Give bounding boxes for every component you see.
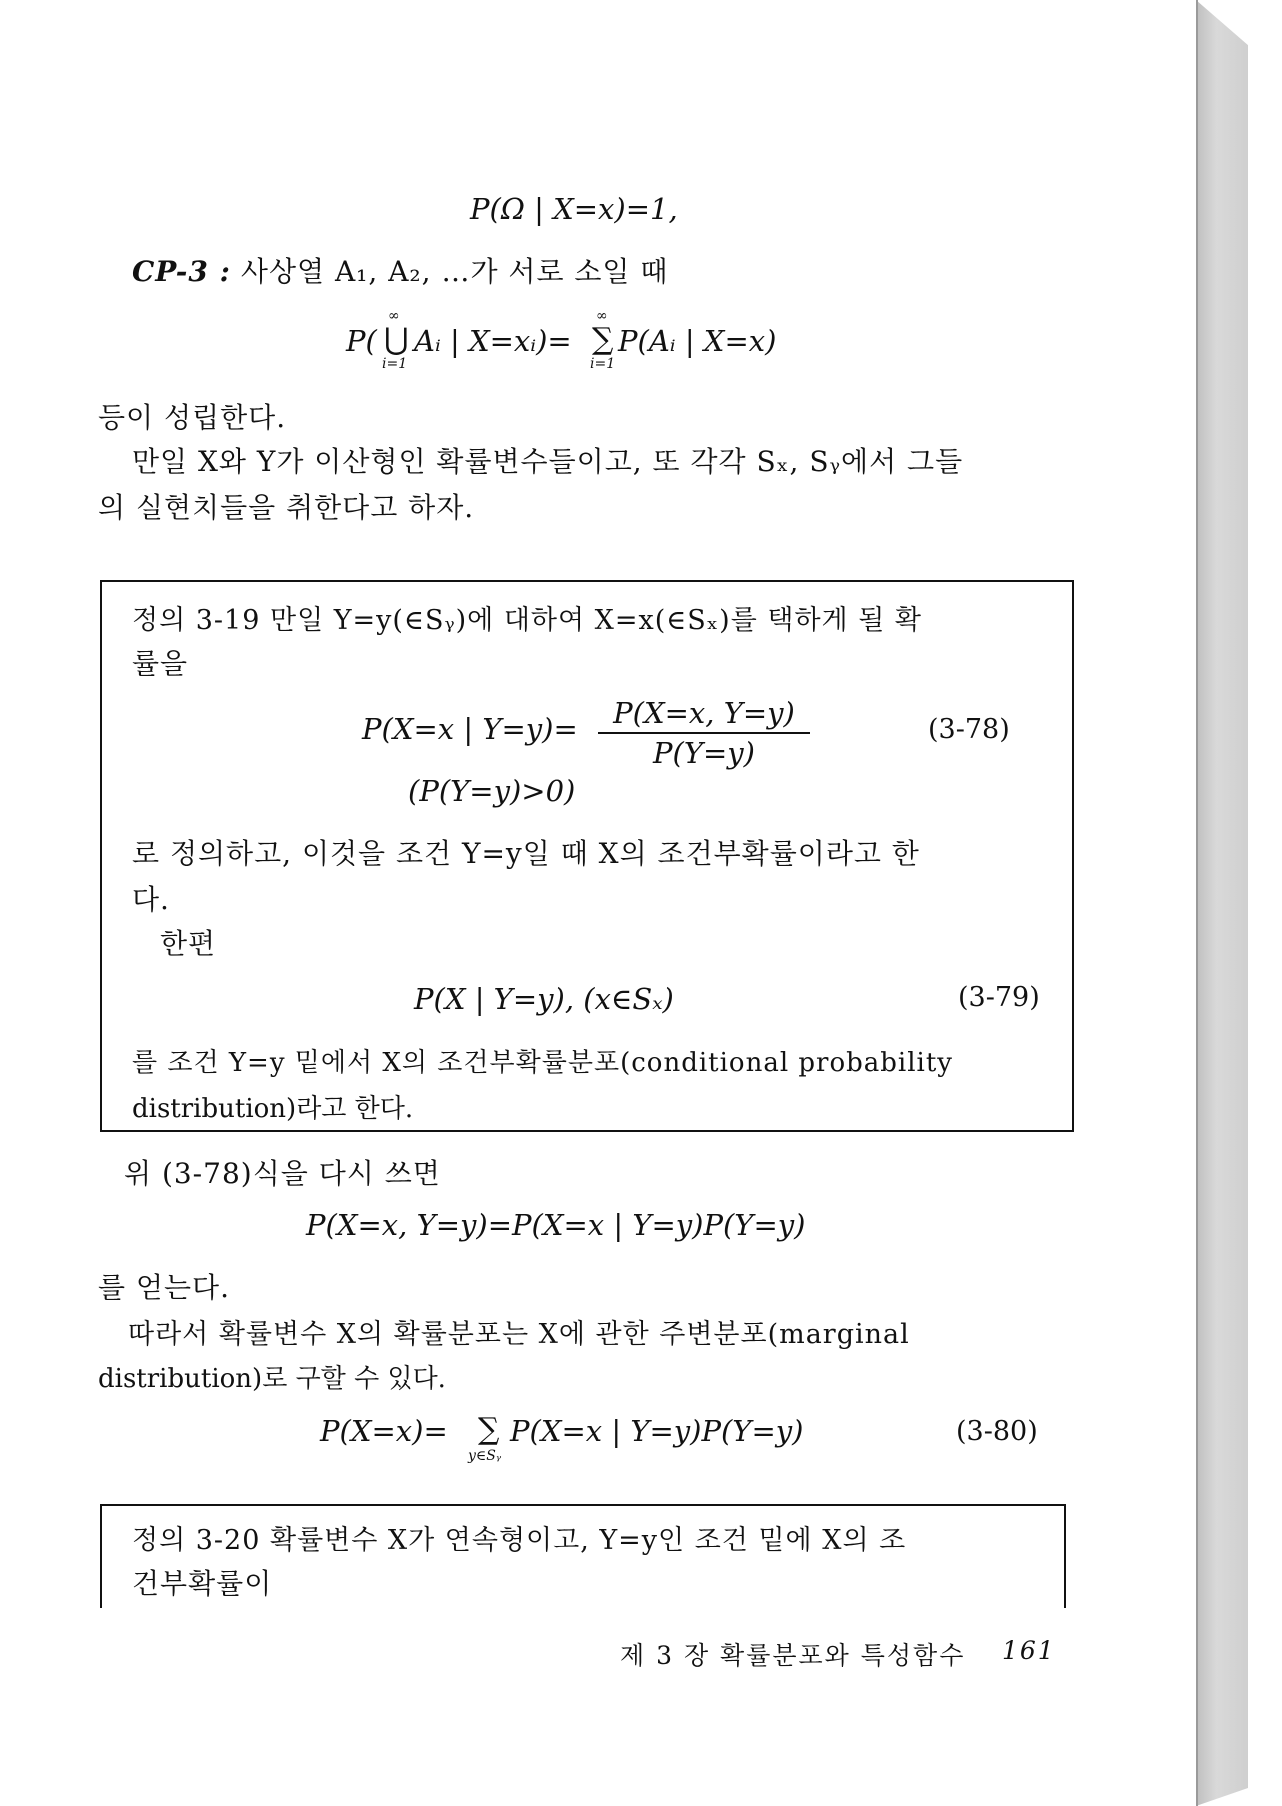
cp3-line xyxy=(132,250,668,290)
paragraph-2-line-1: 만일 X와 Y가 이산형인 확률변수들이고, 또 각각 Sₓ, Sᵧ에서 그들 xyxy=(132,445,964,478)
cp3-label: CP-3 : xyxy=(132,255,231,288)
eq-label-3-80: (3-80) xyxy=(956,1416,1038,1447)
cp3-text: 사상열 A₁, A₂, …가 서로 소일 때 xyxy=(240,255,669,288)
fraction-numerator: P(X=x, Y=y) xyxy=(613,696,795,730)
paragraph-5-line-1: 따라서 확률변수 X의 확률분포는 X에 관한 주변분포(marginal xyxy=(128,1319,910,1350)
paragraph-5-line-2: distribution)로 구할 수 있다. xyxy=(98,1364,446,1394)
eq-marginal-right: P(X=x | Y=y)P(Y=y) xyxy=(510,1414,804,1448)
marginal-sum-limit: y∈Sᵧ xyxy=(468,1448,502,1464)
def319-eq-2: P(X | Y=y), (x∈Sₓ) xyxy=(414,982,674,1016)
def319-line-6: 를 조건 Y=y 밑에서 X의 조건부확률분포(conditional probability xyxy=(132,1048,953,1078)
marginal-sum-symbol: ∑ xyxy=(478,1412,500,1447)
union-lower-limit: i=1 xyxy=(382,356,408,372)
footer-chapter-title: 제 3 장 확률분포와 특성함수 xyxy=(620,1641,966,1670)
paragraph-3: 위 (3-78)식을 다시 쓰면 xyxy=(124,1157,441,1190)
paragraph-1: 등이 성립한다. xyxy=(98,401,287,434)
paragraph-4: 를 얻는다. xyxy=(98,1271,230,1304)
eq-label-3-78: (3-78) xyxy=(928,714,1010,745)
eq-label-3-79: (3-79) xyxy=(958,982,1040,1013)
def319-condition: (P(Y=y)>0) xyxy=(408,774,576,808)
union-upper-limit: ∞ xyxy=(388,308,400,324)
paragraph-2-line-2: 의 실현치들을 취한다고 하자. xyxy=(98,491,475,524)
eq-union-mid: Aᵢ | X=xᵢ)= xyxy=(414,324,572,358)
def319-line-1: 정의 3-19 만일 Y=y(∈Sᵧ)에 대하여 X=x(∈Sₓ)를 택하게 될 확 xyxy=(132,605,922,636)
page-edge-line xyxy=(1196,0,1198,1806)
def319-line-3: 로 정의하고, 이것을 조건 Y=y일 때 X의 조건부확률이라고 한 xyxy=(132,837,920,870)
eq-union-right: P(Aᵢ | X=x) xyxy=(618,324,777,358)
footer-page-number: 161 xyxy=(1002,1636,1056,1665)
eq-union-left: P( xyxy=(346,324,377,358)
def319-line-7: distribution)라고 한다. xyxy=(132,1094,414,1124)
equation-conditional-omega: P(Ω | X=x)=1, xyxy=(470,192,678,226)
def320-line-1: 정의 3-20 확률변수 X가 연속형이고, Y=y인 조건 밑에 X의 조 xyxy=(132,1525,907,1556)
def320-line-2: 건부확률이 xyxy=(132,1567,273,1600)
equation-union xyxy=(346,308,806,378)
fraction-denominator: P(Y=y) xyxy=(653,736,755,770)
def319-fraction xyxy=(598,696,810,770)
sum-lower-limit: i=1 xyxy=(590,356,616,372)
eq-marginal-left: P(X=x)= xyxy=(320,1414,448,1448)
equation-marginal xyxy=(320,1412,880,1472)
fraction-bar xyxy=(598,732,810,734)
def319-line-5: 한편 xyxy=(160,927,217,960)
def319-line-4: 다. xyxy=(132,883,170,916)
def319-line-2: 률을 xyxy=(132,647,189,680)
def319-eq-left: P(X=x | Y=y)= xyxy=(362,712,578,746)
equation-joint: P(X=x, Y=y)=P(X=x | Y=y)P(Y=y) xyxy=(306,1208,806,1242)
union-symbol: ⋃ xyxy=(384,322,409,357)
sum-symbol: ∑ xyxy=(592,322,614,357)
sum-upper-limit: ∞ xyxy=(596,308,608,324)
page-edge-shadow xyxy=(1196,0,1248,1806)
